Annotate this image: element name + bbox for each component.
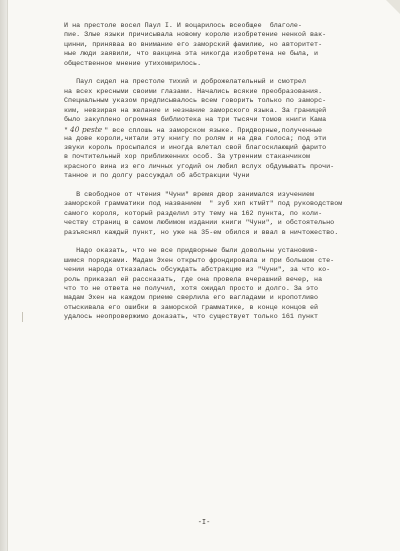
paragraph-gap: [64, 69, 388, 78]
text-line: на дове короли,читали эту книгу по ролям и на два голоса; под эти: [64, 134, 327, 143]
text-line: Специальным указом предписывалось всем говорить только по заморс-: [64, 97, 327, 106]
open-quote: ": [64, 127, 69, 136]
margin-pencil-mark: [22, 312, 29, 322]
text-line: в почтительный хор приближенних особ. За утренним стаканчиком: [64, 153, 311, 162]
paragraph-gap: [64, 182, 388, 191]
text-line-rest: " все сплошь на заморском языке. Придворные,полученные: [104, 127, 322, 136]
text-line: честву страниц в самом любимом издании книги "Чуни", и обстоятельно: [64, 219, 335, 228]
text-line: чении народа отказалась обсуждать абстракцию из "Чуни", за что ко-: [64, 266, 331, 275]
text-line: отыскивала его ошибки в заморской грамматике, в конце концов ей: [64, 303, 319, 312]
paragraph-gap: [64, 238, 388, 247]
text-line: общественное мнение утихомирилось.: [64, 59, 202, 68]
corner-fold: [386, 0, 400, 14]
handwritten-note: 40 peste: [70, 125, 103, 135]
text-line: шимся порядками. Мадам Эхен открыто фрондировала и при большом сте-: [64, 256, 335, 265]
text-line: звуки король просыпался и иногда влетал свой благосклающий фарито: [64, 144, 327, 153]
page-edge-shadow: [0, 0, 8, 551]
text-line: В свободное от чтения "Чуни" время двор занимался изучением: [64, 191, 315, 200]
text-line: роль приказал ей рассказать, где она провела вчерашний вечер, на: [64, 275, 323, 284]
typewritten-page: [8, 0, 400, 551]
text-line: красного вина из его личных угодий он любил вслух обдумывать прочи-: [64, 162, 335, 171]
text-line: цинни, приняваа во внимание его заморский фамилию, но авторитет-: [64, 40, 323, 49]
text-line: было закуплено огромная библиотека на три тысячи томов книги Кама: [64, 115, 327, 124]
text-line: ким, невзирая на желание и незнание заморского языка. За границей: [64, 106, 327, 115]
text-line: разъяснял каждый пункт, но уже на 35-ем обился и ввал в ничтожество.: [64, 228, 339, 237]
handwritten-insert-line: [64, 125, 388, 134]
text-line: мадам Эхен на каждом приеме сверлила его вагладами и кропотливо: [64, 294, 319, 303]
text-line: что то не ответа не получил, хотя ожидал просто и долго. За это: [64, 284, 319, 293]
text-line: самого короля, который разделил эту тему на 162 пункта, по коли-: [64, 209, 323, 218]
text-line: ные люди заявили, что вакцина эта никогда изобретена не была, и: [64, 50, 319, 59]
text-line: Надо оказать, что не все придворные были довольны установив-: [64, 247, 319, 256]
text-line: на всех кресными своими глазами. Начались всякие преобразования.: [64, 87, 323, 96]
text-line: удалось неопровержимо доказать, что существует только 161 пункт: [64, 313, 319, 322]
page-number: -I-: [197, 519, 211, 527]
text-line: пие. Злые языки причисывала новому королю изобретение ненкой вак-: [64, 31, 327, 40]
text-line: заморской грамматики под названием " зуб хип ктмйт" под руководством: [64, 200, 343, 209]
text-line: танное и по долгу рассуждал об абстракции Чуни: [64, 172, 250, 181]
page-text: [64, 22, 388, 323]
text-line: И на престоле восел Паул I. И воцарилось всеобщее благоле-: [64, 22, 302, 30]
text-line: Паул сидел на престоле тихий и доброжелательный и смотрел: [64, 78, 306, 87]
